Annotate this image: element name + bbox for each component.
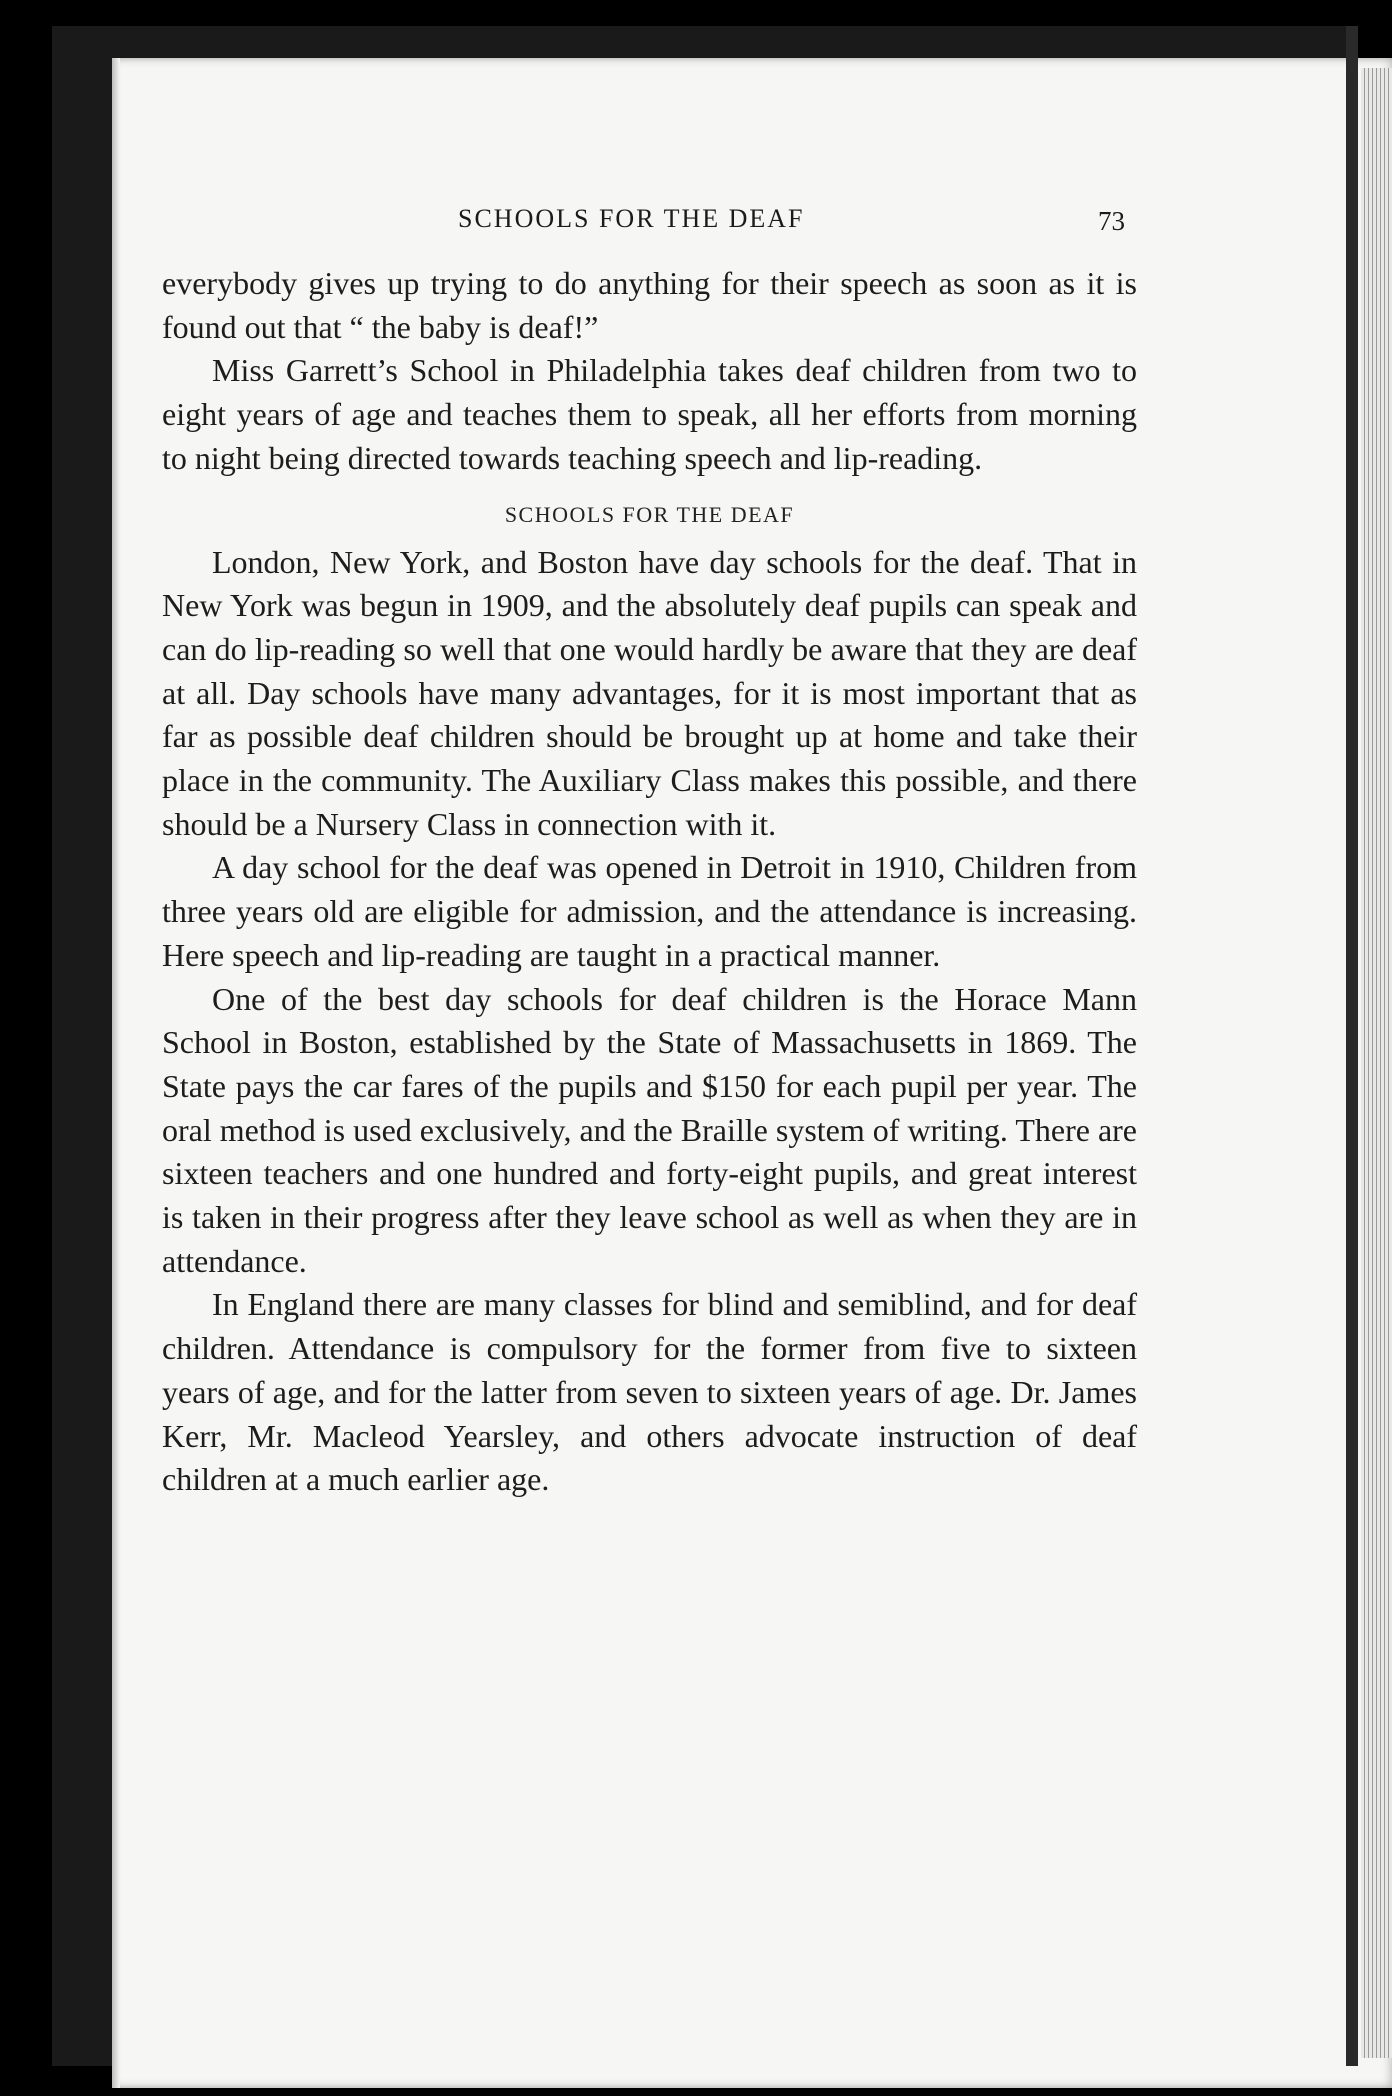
paragraph-horace-mann: One of the best day schools for deaf children is the Horace Mann School in Boston, established by the State of Massachusetts in 1869. The State pays the car fares of the pupils and $150 for each pupil per year. The oral method is used exclusively, and the Braille system of writing. There are sixteen teachers and one hundred and forty-eight pupils, and great interest is taken in their progress after they leave school as well as when they are in attendance. [162, 980, 1137, 1279]
book-cover-edge [1346, 26, 1358, 2066]
section-heading: SCHOOLS FOR THE DEAF [504, 501, 795, 527]
page-body [162, 262, 1137, 1502]
paragraph-england: In England there are many classes for blind and semiblind, and for deaf children. Attendance is compulsory for the former from five to sixteen years of age, and for the latter from seven to sixteen years of age. Dr. James Kerr, Mr. Macleod Yearsley, and others advocate instruction of deaf children at a much earlier age. [162, 1286, 1137, 1498]
page-edges [1361, 68, 1392, 2058]
running-head [165, 204, 1125, 244]
page-number: 73 [1098, 206, 1125, 236]
page-gutter-shadow [112, 58, 120, 2088]
running-head-title: SCHOOLS FOR THE DEAF [458, 204, 805, 233]
paragraph-continued: everybody gives up trying to do anything for their speech as soon as it is found out that “ the baby is deaf!” [162, 265, 1137, 345]
paragraph-detroit: A day school for the deaf was opened in Detroit in 1910, Children from three years old are eligible for admission, and the attendance is increasing. Here speech and lip-reading are taught in a practical manner. [162, 849, 1137, 973]
paragraph-garrett-school: Miss Garrett’s School in Philadelphia takes deaf children from two to eight years of age and teaches them to speak, all her efforts from morning to night being directed towards teaching speech and lip-reading. [162, 352, 1137, 476]
paragraph-day-schools: London, New York, and Boston have day schools for the deaf. That in New York was begun in 1909, and the absolutely deaf pupils can speak and can do lip-reading so well that one would hardly be aware that they are deaf at all. Day schools have many advantages, for it is most important that as far as possible deaf children should be brought up at home and take their place in the community. The Auxiliary Class makes this possible, and there should be a Nursery Class in connection with it. [162, 543, 1137, 842]
